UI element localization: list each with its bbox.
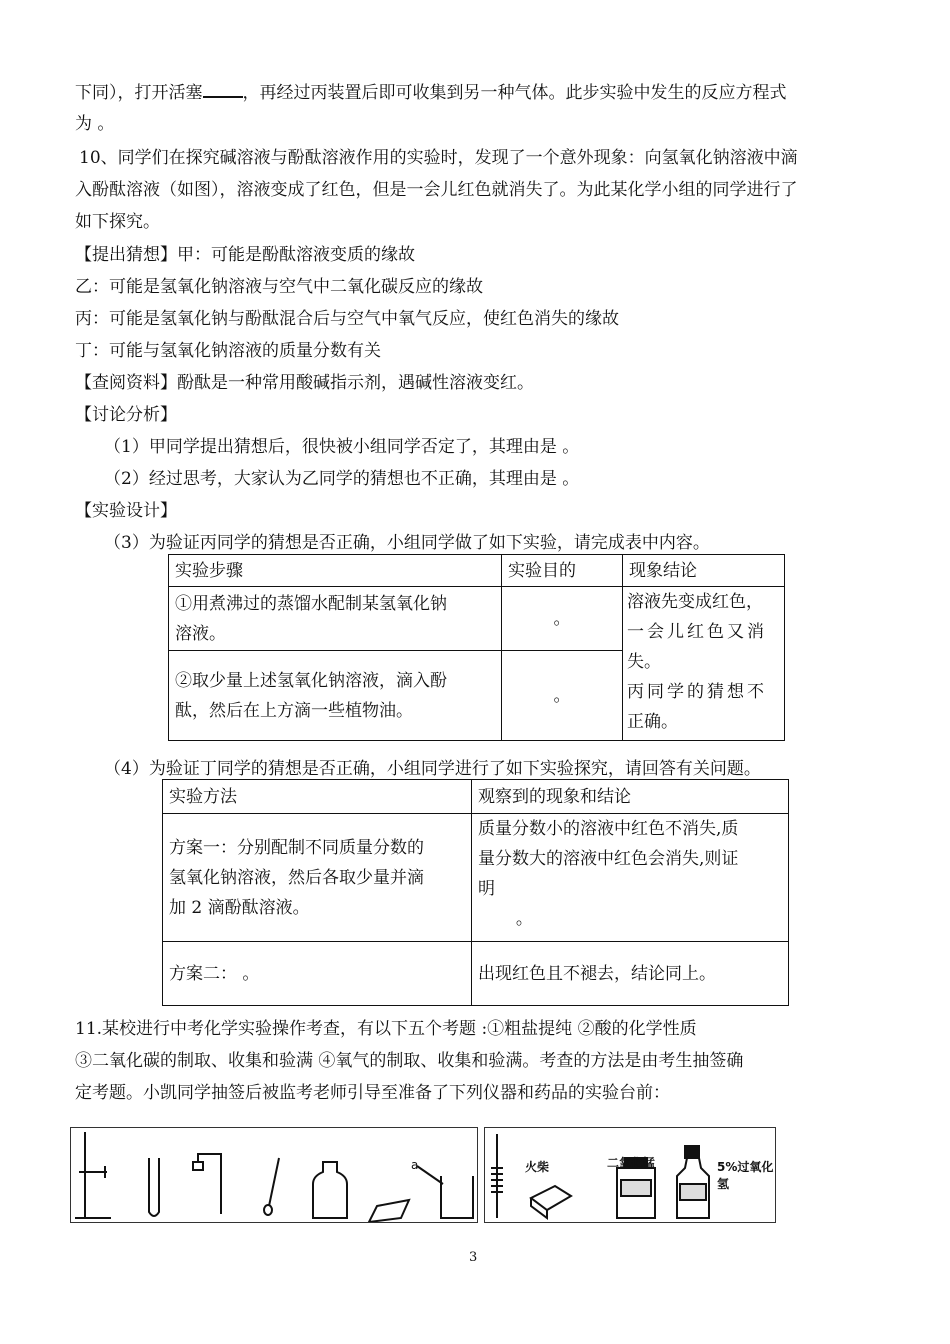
page-number: 3	[469, 1250, 478, 1265]
table-cell-method[interactable]: 方案二： 。	[163, 942, 472, 1006]
hypothesis-ding: 丁：可能与氢氧化钠溶液的质量分数有关	[75, 341, 381, 361]
text-line	[75, 80, 787, 104]
question-10-line: 入酚酞溶液（如图），溶液变成了红色，但是一会儿红色就消失了。为此某化学小组的同学进行了	[75, 180, 798, 200]
table-cell-purpose[interactable]: 。	[502, 587, 623, 651]
test-tube-icon	[149, 1158, 159, 1216]
cell-text: ②取少量上述氢氧化钠溶液，滴入酚	[175, 670, 447, 691]
design-item-4: （4）为验证丁同学的猜想是否正确，小组同学进行了如下实验探究，请回答有关问题。	[104, 759, 761, 779]
table-cell-result: 出现红色且不褪去，结论同上。	[472, 942, 789, 1006]
hypothesis-yi: 乙：可能是氢氧化钠溶液与空气中二氧化碳反应的缘故	[75, 277, 483, 297]
table-cell-step	[169, 587, 502, 651]
reagents-figure	[484, 1127, 776, 1223]
h2o2-bottle-icon	[685, 1146, 699, 1158]
table-header: 观察到的现象和结论	[472, 780, 789, 814]
cell-text: 正确。	[627, 712, 678, 732]
table-header: 实验方法	[163, 780, 472, 814]
question-11-line: ③二氧化碳的制取、收集和验满 ④氧气的制取、收集和验满。考查的方法是由考生抽签确	[75, 1051, 744, 1071]
label-h2o2: 5%过氧化氢	[717, 1160, 774, 1191]
question-10-line: 如下探究。	[75, 212, 160, 232]
cell-text: 酞，然后在上方滴一些植物油。	[175, 700, 413, 721]
discussion-item-1: （1）甲同学提出猜想后，很快被小组同学否定了，其理由是 。	[104, 437, 580, 457]
cell-text: 一会儿红色又消	[627, 622, 767, 642]
design-item-3: （3）为验证丙同学的猜想是否正确，小组同学做了如下实验，请完成表中内容。	[104, 533, 710, 553]
table-cell-step	[169, 651, 502, 741]
discussion-item-2: （2）经过思考，大家认为乙同学的猜想也不正确，其理由是 。	[104, 469, 580, 489]
text-line: 为 。	[75, 114, 115, 134]
cell-text: 溶液。	[175, 623, 226, 644]
experiment-table-1	[168, 554, 785, 741]
design-heading: 【实验设计】	[75, 501, 177, 521]
table-cell-purpose[interactable]: 。	[502, 651, 623, 741]
question-11-line: 定考题。小凯同学抽签后被监考老师引导至准备了下列仪器和药品的实验台前：	[75, 1083, 670, 1103]
cell-text: 失。	[627, 652, 661, 672]
table-cell-conclusion	[623, 587, 785, 741]
label-matches: 火柴	[525, 1160, 550, 1174]
cell-text: 方案一：分别配制不同质量分数的	[169, 837, 424, 858]
cell-text: 加 2 滴酚酞溶液。	[169, 897, 310, 918]
cell-text: 质量分数小的溶液中红色不消失,质	[478, 819, 739, 839]
cell-text: 量分数大的溶液中红色会消失,则证	[478, 849, 739, 869]
hypothesis-bing: 丙：可能是氢氧化钠与酚酞混合后与空气中氧气反应，使红色消失的缘故	[75, 309, 619, 329]
stopper-icon	[193, 1162, 203, 1170]
text-segment: 下同），打开活塞	[75, 83, 203, 103]
discussion-heading: 【讨论分析】	[75, 405, 177, 425]
table-header: 实验步骤	[169, 555, 502, 587]
apparatus-figure	[70, 1127, 478, 1223]
answer-blank[interactable]	[203, 80, 243, 98]
text-segment: ，再经过丙装置后即可收集到另一种气体。此步实验中发生的反应方程式	[242, 83, 787, 103]
label-a: a	[411, 1158, 419, 1172]
cell-text: 氢氧化钠溶液，然后各取少量并滴	[169, 867, 424, 888]
experiment-table-2	[162, 779, 789, 1006]
gas-bottle-icon	[313, 1162, 347, 1218]
cell-text[interactable]: 。	[478, 909, 533, 929]
table-header: 实验目的	[502, 555, 623, 587]
beaker-icon	[441, 1176, 473, 1218]
cell-text: 明	[478, 879, 495, 899]
glass-rod-icon	[417, 1166, 443, 1184]
table-header: 现象结论	[623, 555, 785, 587]
question-10-line: 10、同学们在探究碱溶液与酚酞溶液作用的实验时，发现了一个意外现象：向氢氧化钠溶液中滴	[79, 148, 798, 168]
spoon-icon	[269, 1158, 279, 1206]
matchbox-icon	[531, 1186, 571, 1210]
reference-heading: 【查阅资料】酚酞是一种常用酸碱指示剂，遇碱性溶液变红。	[75, 373, 534, 393]
question-11-line: 11.某校进行中考化学实验操作考查，有以下五个考题 :①粗盐提纯 ②酸的化学性质	[75, 1019, 697, 1039]
cell-text: 丙同学的猜想不	[627, 682, 767, 702]
label-mno2: 二氧化锰	[607, 1156, 656, 1170]
cell-text: ①用煮沸过的蒸馏水配制某氢氧化钠	[175, 593, 447, 614]
table-cell-method	[163, 814, 472, 942]
table-cell-result	[472, 814, 789, 942]
apparatus-drawing	[71, 1128, 477, 1222]
cell-text: 溶液先变成红色，	[627, 592, 763, 612]
hypothesis-heading: 【提出猜想】甲：可能是酚酞溶液变质的缘故	[75, 245, 415, 265]
glass-plate-icon	[369, 1200, 409, 1222]
